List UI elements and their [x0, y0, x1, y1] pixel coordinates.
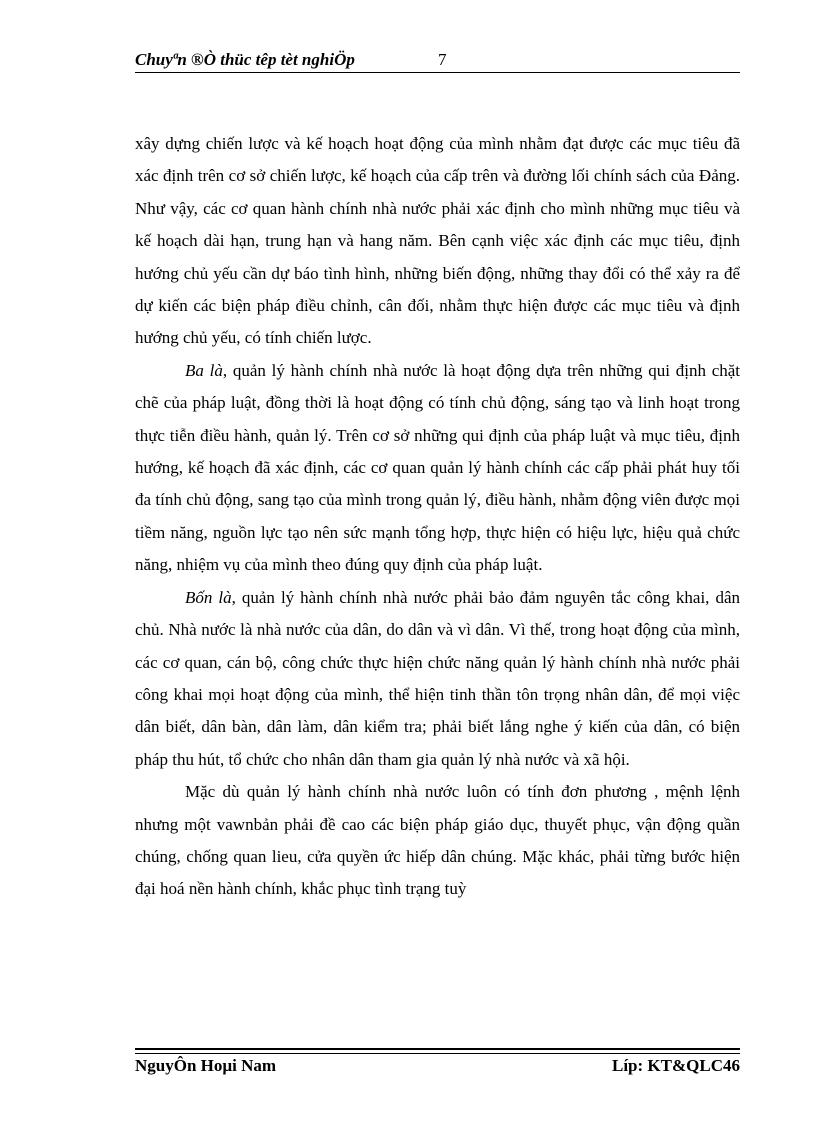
- page-number: 7: [438, 50, 447, 69]
- paragraph-text: Mặc dù quản lý hành chính nhà nước luôn có tính đơn phương , mệnh lệnh nhưng một vawnbản phải đề cao các biện pháp giáo dục, thuyết phục, vận động quần chúng, chống quan lieu, cửa quyền ức hiếp dân chúng. Mặc khác, phải từng bước hiện đại hoá nền hành chính, khắc phục tình trạng tuỳ: [135, 782, 740, 899]
- paragraph-lead: Ba là: [185, 360, 223, 380]
- paragraph-text: , quản lý hành chính nhà nước là hoạt động dựa trên những qui định chặt chẽ của pháp luật, đồng thời là hoạt động có tính chủ động, sáng tạo và linh hoạt trong thực tiễn điều hành, quản lý. Trên cơ sở những qui định của pháp luật và mục tiêu, định hướng, kế hoạch đã xác định, các cơ quan quản lý hành chính các cấp phải phát huy tối đa tính chủ động, sang tạo của mình trong quản lý, điều hành, nhằm động viên được mọi tiềm năng, nguồn lực tạo nên sức mạnh tổng hợp, thực hiện có hiệu lực, hiệu quả chức năng, nhiệm vụ của mình theo đúng quy định của pháp luật.: [135, 360, 741, 575]
- paragraph-mac-du: [135, 776, 740, 906]
- footer-rule-thin: [135, 1053, 740, 1054]
- footer-author: NguyÔn Hoµi Nam: [135, 1056, 277, 1075]
- header-title: Chuyªn ®Ò thüc têp tèt nghiÖp: [135, 50, 355, 69]
- footer-class: Líp: KT&QLC46: [612, 1056, 740, 1075]
- paragraph-lead: Bốn là: [185, 587, 232, 607]
- header-rule: [135, 72, 740, 73]
- paragraph-continuation: [135, 128, 740, 355]
- paragraph-ba-la: [135, 355, 740, 582]
- paragraph-bon-la: [135, 582, 740, 776]
- paragraph-text: xây dựng chiến lược và kế hoạch hoạt động của mình nhằm đạt được các mục tiêu đã xác định trên cơ sở chiến lược, kế hoạch của cấp trên và đường lối chính sách của Đảng. Như vậy, các cơ quan hành chính nhà nước phải xác định cho mình những mục tiêu và kế hoạch dài hạn, trung hạn và hang năm. Bên cạnh việc xác định các mục tiêu, định hướng chủ yếu cần dự báo tình hình, những biến động, những thay đổi có thể xảy ra để dự kiến các biện pháp điều chỉnh, cân đối, nhằm thực hiện được các mục tiêu và định hướng chủ yếu, có tính chiến lược.: [135, 134, 740, 348]
- document-body: [135, 128, 740, 906]
- page-header: [135, 50, 740, 72]
- paragraph-text: , quản lý hành chính nhà nước phải bảo đảm nguyên tắc công khai, dân chủ. Nhà nước là nhà nước của dân, do dân và vì dân. Vì thế, trong hoạt động của mình, các cơ quan, cán bộ, công chức thực hiện chức năng quản lý hành chính nhà nước phải công khai mọi hoạt động của mình, thể hiện tinh thần tôn trọng nhân dân, để mọi việc dân biết, dân bàn, dân làm, dân kiểm tra; phải biết lắng nghe ý kiến của dân, có biện pháp thu hút, tổ chức cho nhân dân tham gia quản lý nhà nước và xã hội.: [135, 587, 740, 769]
- footer-rule-thick: [135, 1048, 740, 1050]
